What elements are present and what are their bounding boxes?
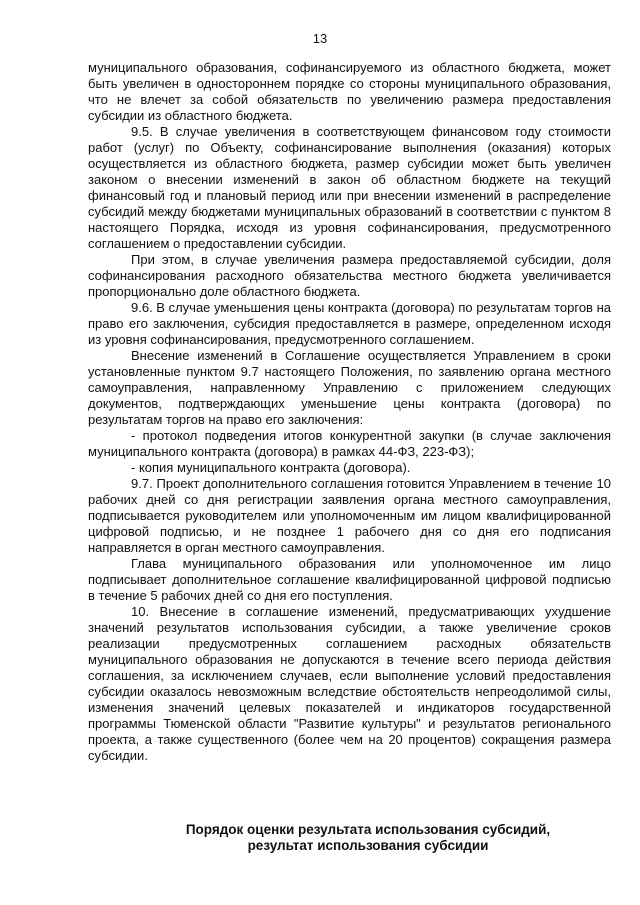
paragraph-continuation: муниципального образования, софинансируемого из областного бюджета, может быть увеличен в одностороннем порядке со стороны муниципального образования, что не влечет за собой обязательств по увеличению размера предоставления субсидии из областного бюджета. [88,60,611,123]
page-number: 13 [312,31,328,46]
document-body [88,60,611,764]
section-heading-line-1: Порядок оценки результата использования субсидий, [185,822,551,837]
list-item-contract-copy: - копия муниципального контракта (договора). [131,460,411,475]
paragraph-cofinancing-share: При этом, в случае увеличения размера предоставляемой субсидии, доля софинансирования расходного обязательства местного бюджета увеличивается пропорционально доле областного бюджета. [88,252,611,299]
paragraph-signing: Глава муниципального образования или уполномоченное им лицо подписывает дополнительное соглашение квалифицированной цифровой подписью в течение 5 рабочих дней со дня его поступления. [88,556,611,603]
paragraph-agreement-changes: Внесение изменений в Соглашение осуществляется Управлением в сроки установленные пунктом 9.7 настоящего Положения, по заявлению органа местного самоуправления, направленному Управлению с приложением следующих документов, подтверждающих уменьшение цены контракта (договора) по результатам торгов на право его заключения: [88,348,611,427]
list-item-protocol: - протокол подведения итогов конкурентной закупки (в случае заключения муниципального контракта (договора) в рамках 44-ФЗ, 223-ФЗ); [88,428,611,459]
paragraph-9-7: 9.7. Проект дополнительного соглашения готовится Управлением в течение 10 рабочих дней со дня регистрации заявления органа местного самоуправления, подписывается руководителем или уполномоченным им лицом квалифицированной цифровой подписью, и не позднее 1 рабочего дня со дня его подписания направляется в орган местного самоуправления. [88,476,611,555]
section-heading [88,822,640,854]
paragraph-10: 10. Внесение в соглашение изменений, предусматривающих ухудшение значений результатов использования субсидии, а также увеличение сроков реализации предусмотренных соглашением расходных обязательств муниципального образования не допускаются в течение всего периода действия соглашения, за исключением случаев, если выполнение условий предоставления субсидии оказалось невозможным вследствие обстоятельств непреодолимой силы, изменения значений целевых показателей и индикаторов государственной программы Тюменской области "Развитие культуры" и результатов регионального проекта, а также существенного (более чем на 20 процентов) сокращения размера субсидии. [88,604,611,763]
section-heading-line-2: результат использования субсидии [247,838,489,853]
paragraph-9-5: 9.5. В случае увеличения в соответствующем финансовом году стоимости работ (услуг) по Объекту, софинансирование выполнения (оказания) которых осуществляется из областного бюджета, размер субсидии может быть увеличен законом о внесении изменений в закон об областном бюджете на текущий финансовый год и плановый период или при внесении изменений в распределение субсидий между бюджетами муниципальных образований в соответствии с пунктом 8 настоящего Порядка, исходя из уровня софинансирования, предусмотренного соглашением о предоставлении субсидии. [88,124,611,251]
paragraph-9-6: 9.6. В случае уменьшения цены контракта (договора) по результатам торгов на право его заключения, субсидия предоставляется в размере, определенном исходя из уровня софинансирования, предусмотренного соглашением. [88,300,611,347]
